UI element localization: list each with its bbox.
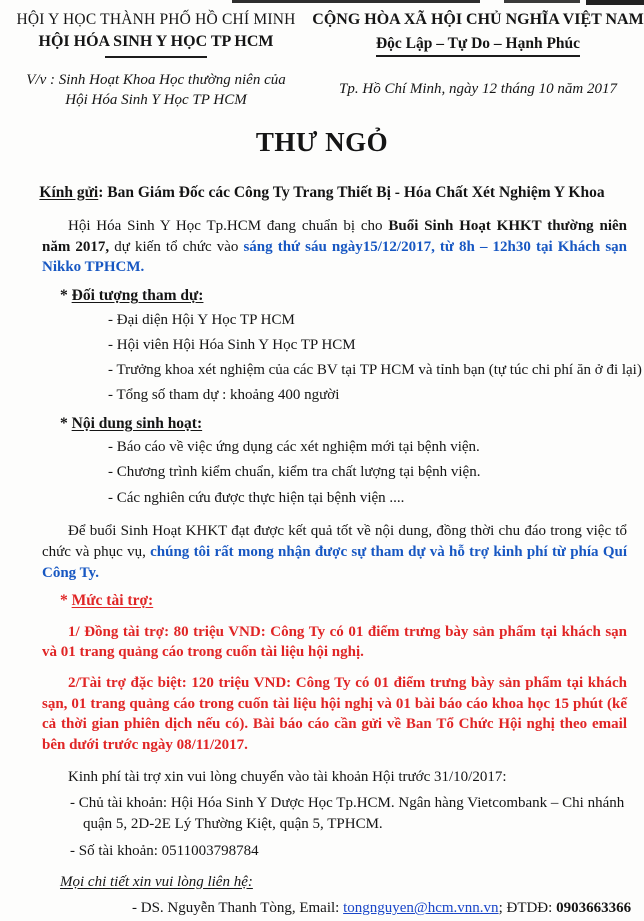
email-link[interactable]: tongnguyen@hcm.vnn.vn <box>343 900 499 917</box>
org-name: HỘI HÓA SINH Y HỌC TP HCM <box>38 33 274 51</box>
section-heading-agenda: * Nội dung sinh hoạt: <box>60 414 203 432</box>
agenda-item: - Báo cáo về việc ứng dụng các xét nghiệm mới tại bệnh viện. <box>108 439 480 456</box>
contact-mid: ; ĐTDĐ: <box>498 900 557 917</box>
intro-event-name: Buổi Sinh Hoạt KHKT thường niên năm 2017, <box>42 218 628 255</box>
salutation-text: : Ban Giám Đốc các Công Ty Trang Thiết Bị - Hóa Chất Xét Nghiệm Y Khoa <box>98 183 605 201</box>
appeal-text: Để buổi Sinh Hoạt KHKT đạt được kết quả tốt về nội dung, đồng thời chu đáo trong việc tổ chức và phục vụ, <box>42 523 627 560</box>
participants-list <box>108 310 644 406</box>
scan-artifact <box>504 0 580 3</box>
account-holder: - Chủ tài khoản: Hội Hóa Sinh Y Dược Học Tp.HCM. Ngân hàng Vietcombank – Chi nhánh quận 5, 2D-2E Lý Thường Kiệt, quận 5, TPHCM. <box>70 795 625 833</box>
salutation <box>0 182 644 203</box>
participant-item: - Hội viên Hội Hóa Sinh Y Học TP HCM <box>108 336 356 353</box>
scan-artifact <box>586 0 644 5</box>
intro-event-time: sáng thứ sáu ngày15/12/2017, từ 8h – 12h30 tại Khách sạn Nikko TPHCM. <box>42 238 627 276</box>
parent-org-name: HỘI Y HỌC THÀNH PHỐ HỒ CHÍ MINH <box>16 11 296 28</box>
letter-header <box>0 0 644 110</box>
funding-instruction: Kinh phí tài trợ xin vui lòng chuyển vào tài khoản Hội trước 31/10/2017: <box>68 768 507 785</box>
intro-paragraph <box>42 216 627 278</box>
bullet: * <box>60 592 68 610</box>
scan-artifact <box>232 0 480 3</box>
section-heading-sponsorship: * Mức tài trợ: <box>60 592 154 610</box>
bullet: * <box>60 414 68 432</box>
sponsor-tier-1: 1/ Đồng tài trợ: 80 triệu VND: Công Ty có 01 điểm trưng bày sản phẩm tại khách sạn và 01 trang quảng cáo trong cuốn tài liệu hội nghị. <box>42 623 627 661</box>
contact-list <box>132 898 644 921</box>
agenda-item: - Chương trình kiểm chuẩn, kiểm tra chất lượng tại bệnh viện. <box>108 464 481 481</box>
intro-text-2: dự kiến tổ chức vào <box>109 238 244 255</box>
header-issuing-org <box>0 9 312 110</box>
account-number: - Số tài khoản: 0511003798784 <box>70 842 259 859</box>
header-national <box>312 9 644 110</box>
participant-item: - Đại diện Hội Y Học TP HCM <box>108 311 295 328</box>
subject-line <box>0 71 312 110</box>
phone-number: 0903663366 <box>556 900 632 917</box>
section-heading-participants: * Đối tượng tham dự: <box>60 287 204 305</box>
national-title: CỘNG HÒA XÃ HỘI CHỦ NGHĨA VIỆT NAM <box>312 11 644 28</box>
org-rule <box>105 56 207 58</box>
letter-title: THƯ NGỎ <box>255 127 389 158</box>
sponsor-tier-2: 2/Tài trợ đặc biệt: 120 triệu VND: Công Ty có 01 điểm trưng bày sản phẩm tại khách sạn, 01 trang quảng cáo trong cuốn tài liệu hội nghị và 01 bài báo cáo khoa học 15 phút (kể cả thời gian phiên dịch nếu có). Bài báo cáo cần gửi về Ban Tổ Chức Hội nghị theo email bên dưới trước ngày 08/11/2017. <box>42 675 627 754</box>
agenda-item: - Các nghiên cứu được thực hiện tại bệnh viện .... <box>108 489 405 506</box>
contact-heading: Mọi chi tiết xin vui lòng liên hệ: <box>60 873 253 890</box>
subject-line-1: V/v : Sinh Hoạt Khoa Học thường niên của <box>26 72 286 89</box>
date-line: Tp. Hồ Chí Minh, ngày 12 tháng 10 năm 2017 <box>339 81 617 98</box>
bullet: * <box>60 287 68 305</box>
appeal-paragraph <box>42 521 627 583</box>
appeal-highlight: chúng tôi rất mong nhận được sự tham dự và hỗ trợ kinh phí từ phía Quí Công Ty. <box>42 543 628 581</box>
participant-item: - Tổng số tham dự : khoảng 400 người <box>108 387 340 404</box>
intro-text-1: Hội Hóa Sinh Y Học Tp.HCM đang chuẩn bị cho <box>68 218 389 235</box>
agenda-list <box>108 437 644 508</box>
subject-line-2: Hội Hóa Sinh Y Học TP HCM <box>65 91 247 108</box>
national-motto: Độc Lập – Tự Do – Hạnh Phúc <box>376 33 580 57</box>
participant-item: - Trưởng khoa xét nghiệm của các BV tại TP HCM và tỉnh bạn (tự túc chi phí ăn ở đi lại) <box>108 361 642 378</box>
salutation-label: Kính gửi <box>39 183 99 201</box>
contact-item <box>132 898 644 919</box>
contact-prefix: - DS. Nguyễn Thanh Tòng, Email: <box>132 900 344 917</box>
